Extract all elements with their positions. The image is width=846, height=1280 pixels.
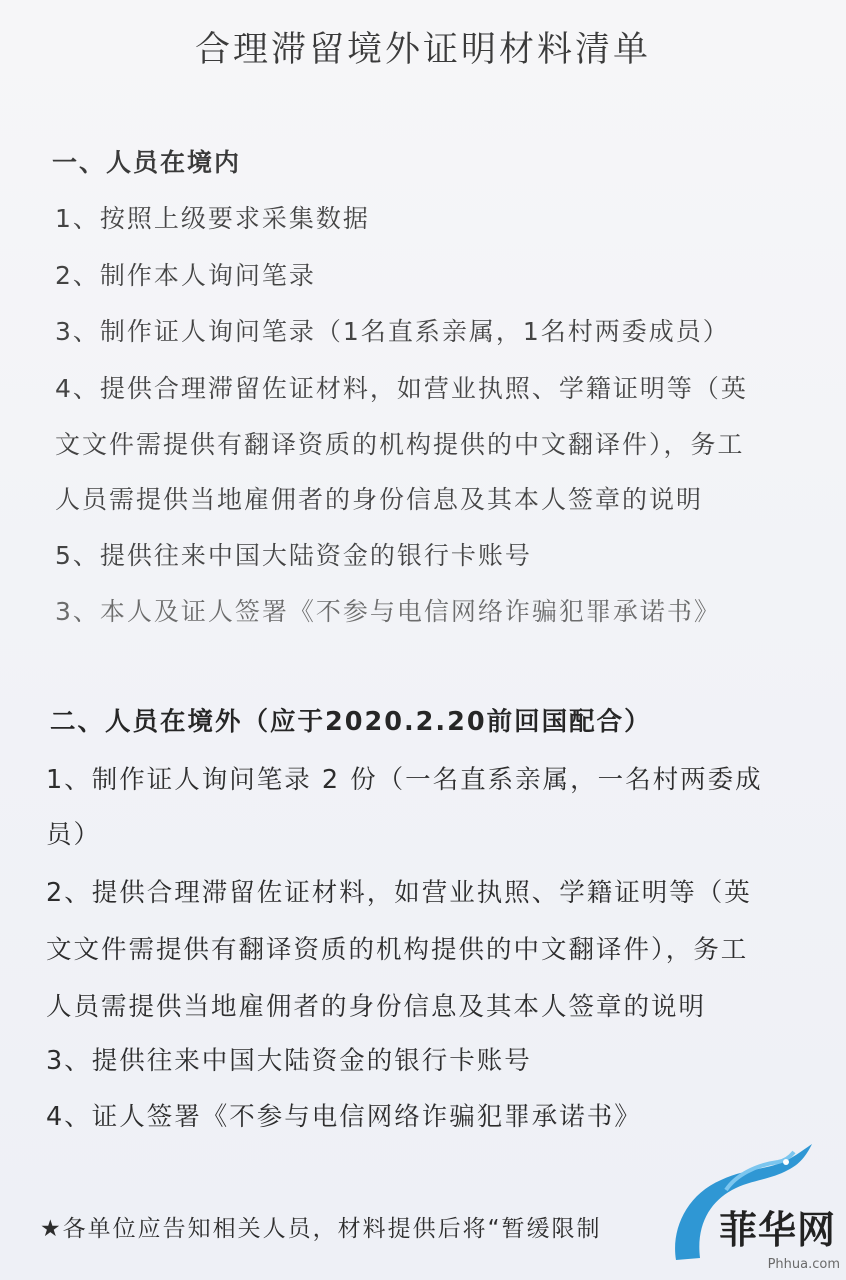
list-item: 人员需提供当地雇佣者的身份信息及其本人签章的说明 bbox=[55, 485, 704, 514]
list-item: 2、制作本人询问笔录 bbox=[55, 261, 316, 290]
list-item: 3、提供往来中国大陆资金的银行卡账号 bbox=[46, 1046, 532, 1076]
list-item: 4、证人签署《不参与电信网络诈骗犯罪承诺书》 bbox=[46, 1102, 642, 1132]
watermark bbox=[656, 1130, 846, 1280]
list-item: 文文件需提供有翻译资质的机构提供的中文翻译件），务工 bbox=[55, 430, 745, 459]
notice-text: ★各单位应告知相关人员，材料提供后将“暂缓限制 bbox=[40, 1216, 602, 1242]
list-item: 2、提供合理滞留佐证材料，如营业执照、学籍证明等（英 bbox=[46, 878, 752, 908]
list-item: 3、制作证人询问笔录（1名直系亲属，1名村两委成员） bbox=[55, 317, 730, 346]
watermark-logo-text: 菲华网 bbox=[718, 1208, 836, 1252]
list-item: 5、提供往来中国大陆资金的银行卡账号 bbox=[55, 541, 532, 570]
list-item: 1、制作证人询问笔录 2 份（一名直系亲属，一名村两委成 bbox=[46, 765, 763, 795]
list-item: 人员需提供当地雇佣者的身份信息及其本人签章的说明 bbox=[46, 992, 707, 1022]
page-title: 合理滞留境外证明材料清单 bbox=[194, 30, 651, 70]
list-item: 文文件需提供有翻译资质的机构提供的中文翻译件），务工 bbox=[46, 935, 749, 965]
watermark-url: Phhua.com bbox=[767, 1257, 840, 1272]
list-item: 员） bbox=[46, 820, 102, 850]
list-item: 1、按照上级要求采集数据 bbox=[55, 204, 370, 233]
section-heading: 二、人员在境外（应于2020.2.20前回国配合） bbox=[50, 707, 652, 737]
list-item: 3、本人及证人签署《不参与电信网络诈骗犯罪承诺书》 bbox=[55, 597, 721, 626]
section-heading: 一、人员在境内 bbox=[52, 148, 242, 177]
list-item: 4、提供合理滞留佐证材料，如营业执照、学籍证明等（英 bbox=[55, 374, 748, 403]
